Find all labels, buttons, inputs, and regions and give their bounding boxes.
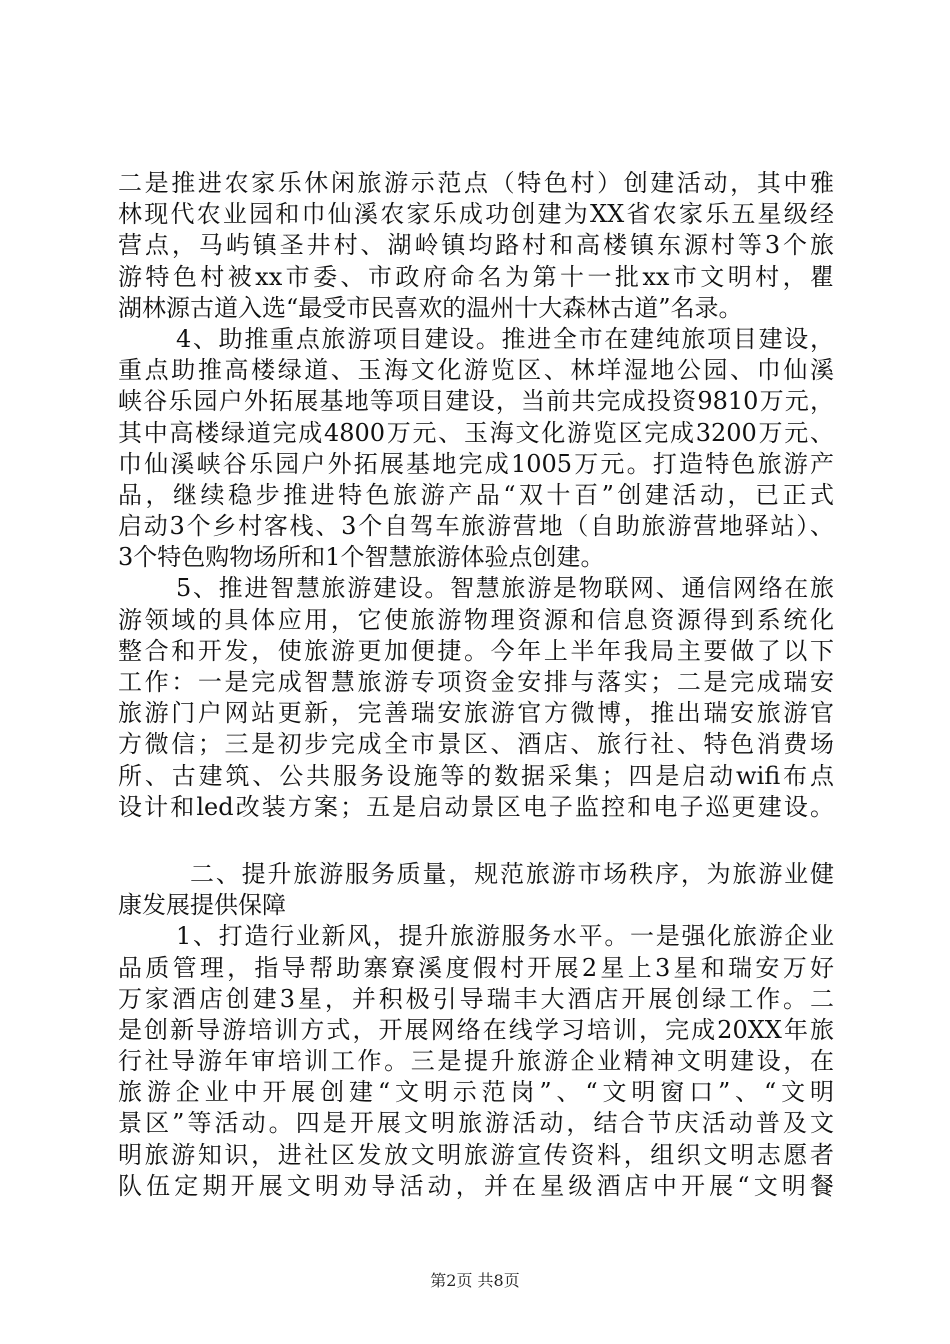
- text-line: 旅游企业中开展创建“文明示范岗”、“文明窗口”、“文明: [118, 1078, 834, 1107]
- text-line: 设计和led改装方案；五是启动景区电子监控和电子巡更建设。: [118, 792, 834, 821]
- text-line: 峡谷乐园户外拓展基地等项目建设，当前共完成投资9810万元，: [118, 387, 834, 416]
- text-line: 巾仙溪峡谷乐园户外拓展基地完成1005万元。打造特色旅游产: [118, 449, 834, 478]
- paragraph-smart-tourism: [118, 573, 834, 823]
- text-line: 明旅游知识，进社区发放文明旅游宣传资料，组织文明志愿者: [118, 1140, 834, 1169]
- text-line: 林现代农业园和巾仙溪农家乐成功创建为XX省农家乐五星级经: [118, 200, 834, 229]
- text-line: 二是推进农家乐休闲旅游示范点（特色村）创建活动，其中雅: [118, 169, 834, 197]
- text-line: 方微信；三是初步完成全市景区、酒店、旅行社、特色消费场: [118, 730, 834, 759]
- text-line: 游特色村被xx市委、市政府命名为第十一批xx市文明村，瞿: [118, 262, 834, 291]
- text-line: 品质管理，指导帮助寨寮溪度假村开展2星上3星和瑞安万好: [118, 953, 834, 982]
- text-line: 启动3个乡村客栈、3个自驾车旅游营地（自助旅游营地驿站）、: [118, 512, 834, 541]
- heading-line: 康发展提供保障: [118, 891, 286, 920]
- text-line: 其中高楼绿道完成4800万元、玉海文化游览区完成3200万元、: [118, 418, 834, 447]
- text-line: 整合和开发，使旅游更加便捷。今年上半年我局主要做了以下: [118, 636, 834, 665]
- page-number-footer: 第2页 共8页: [430, 1271, 520, 1290]
- text-line: 重点助推高楼绿道、玉海文化游览区、林垟湿地公园、巾仙溪: [118, 356, 834, 385]
- text-line: 所、古建筑、公共服务设施等的数据采集；四是启动wifi布点: [118, 761, 834, 790]
- text-line: 是创新导游培训方式，开展网络在线学习培训，完成20XX年旅: [118, 1015, 834, 1044]
- text-line: 景区”等活动。四是开展文明旅游活动，结合节庆活动普及文: [118, 1109, 834, 1138]
- text-line: 营点，马屿镇圣井村、湖岭镇均路村和高楼镇东源村等3个旅: [118, 231, 834, 260]
- paragraph-gap: [118, 823, 834, 859]
- text-line: 1、打造行业新风，提升旅游服务水平。一是强化旅游企业: [176, 922, 834, 951]
- text-line: 品，继续稳步推进特色旅游产品“双十百”创建活动，已正式: [118, 480, 834, 509]
- text-line: 旅游门户网站更新，完善瑞安旅游官方微博，推出瑞安旅游官: [118, 699, 834, 728]
- text-line: 5、推进智慧旅游建设。智慧旅游是物联网、通信网络在旅: [176, 574, 834, 603]
- paragraph-rural-tourism: [118, 168, 834, 324]
- heading-line: 二、提升旅游服务质量，规范旅游市场秩序，为旅游业健: [190, 859, 834, 888]
- paragraph-service-quality: [118, 921, 834, 1202]
- text-line: 湖林源古道入选“最受市民喜欢的温州十大森林古道”名录。: [118, 293, 743, 322]
- text-line: 3个特色购物场所和1个智慧旅游体验点创建。: [118, 543, 605, 572]
- text-line: 游领域的具体应用，它使旅游物理资源和信息资源得到系统化: [118, 605, 834, 634]
- text-line: 工作：一是完成智慧旅游专项资金安排与落实；二是完成瑞安: [118, 668, 834, 696]
- paragraph-key-projects: [118, 324, 834, 574]
- section-heading: [118, 859, 834, 921]
- text-line: 4、助推重点旅游项目建设。推进全市在建纯旅项目建设，: [176, 324, 834, 353]
- text-line: 万家酒店创建3星，并积极引导瑞丰大酒店开展创绿工作。二: [118, 984, 834, 1013]
- document-body: [118, 168, 834, 1202]
- text-line: 队伍定期开展文明劝导活动，并在星级酒店中开展“文明餐: [118, 1171, 834, 1200]
- text-line: 行社导游年审培训工作。三是提升旅游企业精神文明建设，在: [118, 1047, 834, 1076]
